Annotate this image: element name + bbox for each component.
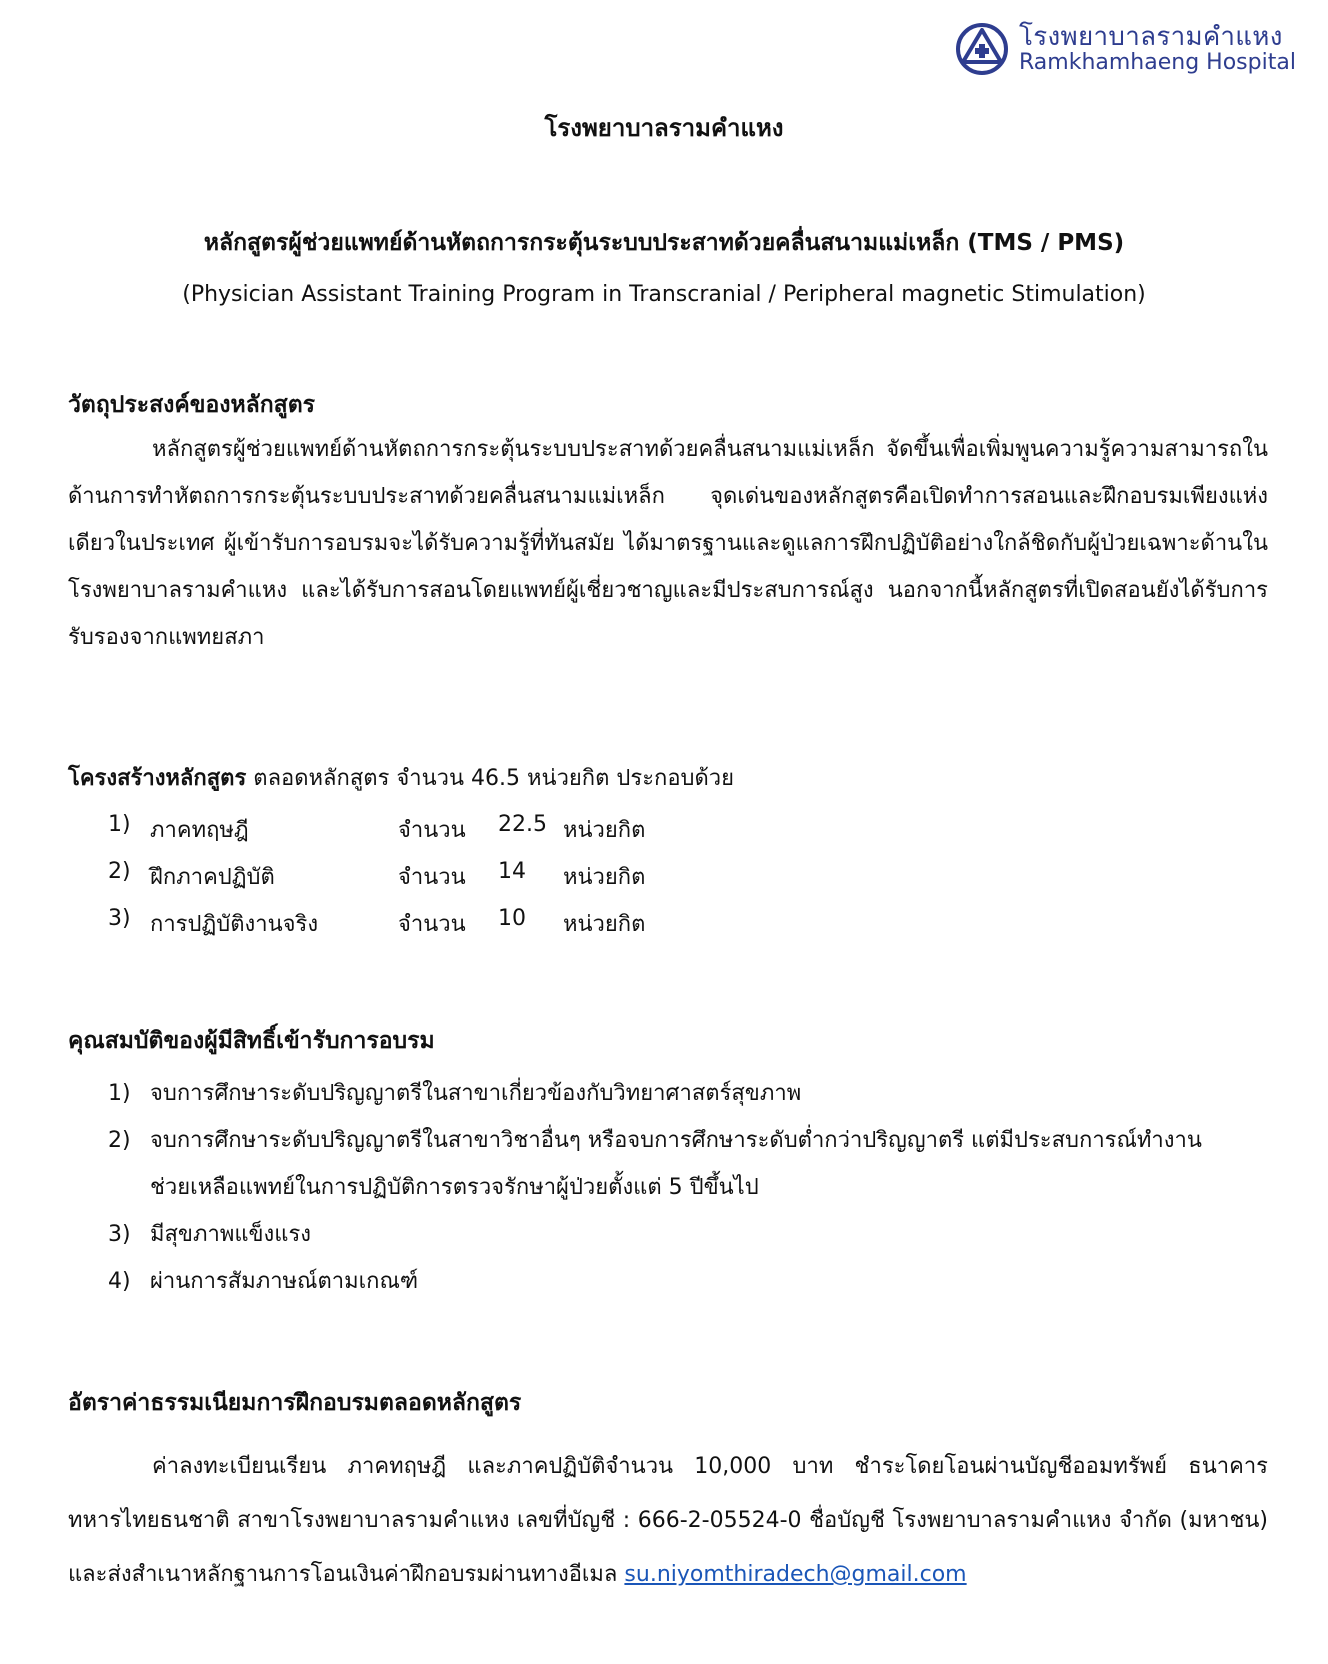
fees-paragraph [68,1440,1268,1602]
item-value: 22.5 [498,812,547,837]
qualification-item [108,1211,1238,1258]
course-subtitle: (Physician Assistant Training Program in Transcranial / Peripheral magnetic Stimulation) [182,282,1146,307]
item-number: 3) [108,906,131,931]
item-value: 10 [498,906,526,931]
item-unit: หน่วยกิต [563,865,646,890]
item-amount-label: จำนวน [398,865,466,890]
contact-email-link[interactable]: su.niyomthiradech@gmail.com [624,1562,967,1587]
course-title: หลักสูตรผู้ช่วยแพทย์ด้านหัตถการกระตุ้นระบบประสาทด้วยคลื่นสนามแม่เหล็ก (TMS / PMS) [203,230,1125,256]
item-number: 2) [108,859,131,884]
qualification-item [108,1117,1238,1211]
item-number: 1) [108,812,131,837]
qualification-text: จบการศึกษาระดับปริญญาตรีในสาขาเกี่ยวข้องกับวิทยาศาสตร์สุขภาพ [150,1081,802,1106]
fees-heading: อัตราค่าธรรมเนียมการฝึกอบรมตลอดหลักสูตร [68,1390,522,1416]
item-name: ฝึกภาคปฏิบัติ [150,865,275,890]
item-amount-label: จำนวน [398,912,466,937]
qualification-number: 1) [108,1081,131,1106]
logo-text [1019,23,1296,76]
fees-text: ค่าลงทะเบียนเรียน ภาคทฤษฎี และภาคปฏิบัติจำนวน 10,000 บาท ชำระโดยโอนผ่านบัญชีออมทรัพย์ ธนาคารทหารไทยธนชาติ สาขาโรงพยาบาลรามคำแหง เลขที่บัญชี : 666-2-05524-0 ชื่อบัญชี โรงพยาบาลรามคำแหง จำกัด (มหาชน) และส่งสำเนาหลักฐานการโอนเงินค่าฝึกอบรมผ่านทางอีเมล [68,1454,1268,1587]
qualification-text: จบการศึกษาระดับปริญญาตรีในสาขาวิชาอื่นๆ หรือจบการศึกษาระดับต่ำกว่าปริญญาตรี แต่มีประสบการณ์ทำงานช่วยเหลือแพทย์ในการปฏิบัติการตรวจรักษาผู้ป่วยตั้งแต่ 5 ปีขึ้นไป [150,1128,1202,1200]
item-amount-label: จำนวน [398,818,466,843]
item-name: ภาคทฤษฎี [150,818,249,843]
qualification-number: 3) [108,1222,131,1247]
objective-text: หลักสูตรผู้ช่วยแพทย์ด้านหัตถการกระตุ้นระบบประสาทด้วยคลื่นสนามแม่เหล็ก จัดขึ้นเพื่อเพิ่มพูนความรู้ความสามารถในด้านการทำหัตถการกระตุ้นระบบประสาทด้วยคลื่นสนามแม่เหล็ก จุดเด่นของหลักสูตรคือเปิดทำการสอนและฝึกอบรมเพียงแห่งเดียวในประเทศ ผู้เข้ารับการอบรมจะได้รับความรู้ที่ทันสมัย ได้มาตรฐานและดูแลการฝึกปฏิบัติอย่างใกล้ชิดกับผู้ป่วยเฉพาะด้านในโรงพยาบาลรามคำแหง และได้รับการสอนโดยแพทย์ผู้เชี่ยวชาญและมีประสบการณ์สูง นอกจากนี้หลักสูตรที่เปิดสอนยังได้รับการรับรองจากแพทยสภา [68,437,1268,650]
hospital-logo [955,22,1296,76]
qualification-text: มีสุขภาพแข็งแรง [150,1222,312,1247]
qualification-number: 2) [108,1128,131,1153]
structure-summary: ตลอดหลักสูตร จำนวน 46.5 หน่วยกิต ประกอบด้วย [253,766,735,791]
structure-heading: โครงสร้างหลักสูตร [68,766,247,791]
item-unit: หน่วยกิต [563,818,646,843]
objective-paragraph [68,426,1268,661]
item-unit: หน่วยกิต [563,912,646,937]
structure-line [68,760,734,795]
logo-thai-name: โรงพยาบาลรามคำแหง [1019,21,1283,52]
qualification-item [108,1070,1238,1117]
objective-heading: วัตถุประสงค์ของหลักสูตร [68,392,316,418]
qualification-item [108,1258,1238,1305]
hospital-title: โรงพยาบาลรามคำแหง [544,114,784,142]
qualification-number: 4) [108,1269,131,1294]
qualification-text: ผ่านการสัมภาษณ์ตามเกณฑ์ [150,1269,419,1294]
hospital-emblem-icon [955,22,1009,76]
item-name: การปฏิบัติงานจริง [150,912,319,937]
qualifications-heading: คุณสมบัติของผู้มีสิทธิ์เข้ารับการอบรม [68,1028,435,1054]
item-value: 14 [498,859,526,884]
logo-english-name: Ramkhamhaeng Hospital [1019,50,1296,76]
